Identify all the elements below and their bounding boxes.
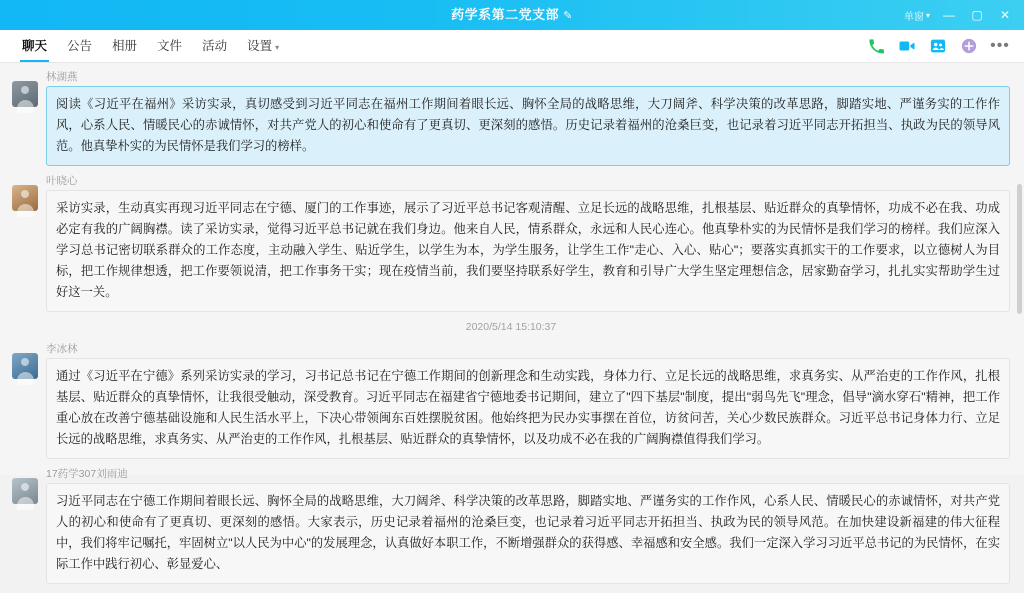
message-timestamp: 2020/5/14 15:10:37 [465,321,557,333]
message-content [46,175,1010,312]
message-bubble[interactable]: 通过《习近平在宁德》系列采访实录的学习，习书记总书记在宁德工作期间的创新理念和生动实践，身体力行、立足长远的战略思维，求真务实、从严治吏的工作作风，扎根基层、贴近群众的真挚情怀，让我很受触动，深受教育。习近平同志在福建省宁德地委书记期间，建立了"四下基层"制度，提出"弱鸟先飞"理念，倡导"滴水穿石"精神，把工作重心放在改善宁德基础设施和人民生活水平上，下决心带领闽东百姓摆脱贫困。他始终把为民办实事摆在首位，访贫问苦，关心少数民族群众。习近平总书记身体力行、立足长远的战略思维，求真务实、从严治吏的工作作风，扎根基层、贴近群众的真挚情怀，以及功成不必在我的广阔胸襟值得我们学习。 [46,358,1010,459]
avatar[interactable] [12,478,38,504]
tab-activities-label: 活动 [202,38,228,53]
avatar[interactable] [12,81,38,107]
tab-chat-label: 聊天 [22,38,48,53]
tab-settings-label: 设置 [247,38,273,53]
add-member-icon[interactable] [959,36,979,56]
tab-chat[interactable] [12,31,57,62]
message-item [12,175,1010,312]
message-sender: 叶晓心 [46,175,78,187]
window-title-text: 药学系第二党支部 [451,6,560,22]
window-controls [900,0,1024,30]
tab-files-label: 文件 [157,38,183,53]
message-item [12,343,1010,459]
tab-activities[interactable] [192,31,237,62]
avatar[interactable] [12,353,38,379]
view-mode-button[interactable] [900,3,934,27]
avatar[interactable] [12,185,38,211]
toolbar-icons [866,36,1012,56]
tab-announcements[interactable] [57,31,102,62]
message-content [46,71,1010,166]
message-list-scrollbar[interactable] [1017,64,1022,354]
close-button[interactable]: ✕ [999,8,1011,22]
message-content [46,343,1010,459]
tab-album[interactable] [102,31,147,62]
message-sender: 17药学307刘雨迪 [46,468,128,480]
message-bubble[interactable]: 采访实录，生动真实再现习近平同志在宁德、厦门的工作事迹，展示了习近平总书记客观清醒、立足长远的战略思维，扎根基层、贴近群众的真挚情怀，功成不必在我、功成必定有我的广阔胸襟。读了采访实录，觉得习近平总书记就在我们身边。他来自人民，情系群众，永远和人民心连心。他真挚朴实的为民情怀是我们学习的榜样。我们应深入学习总书记密切联系群众的工作态度，主动融入学生、贴近学生，以学生为本，为学生服务，让学生工作"走心、入心、贴心"；要落实真抓实干的工作要求，以立德树人为目标，把工作规律想透，把工作要领说清，把工作事务干实；现在疫情当前，我们要坚持联系好学生，教育和引导广大学生坚定理想信念，居家勤奋学习，扎扎实实帮助学生过好这一关。 [46,190,1010,312]
chevron-down-icon: ▾ [275,42,280,52]
group-member-icon[interactable] [928,36,948,56]
scrollbar-thumb[interactable] [1017,184,1022,314]
tab-announcements-label: 公告 [67,38,93,53]
tab-album-label: 相册 [112,38,138,53]
pencil-icon[interactable]: ✎ [563,9,573,22]
tab-settings[interactable] [237,31,289,62]
message-item [12,468,1010,584]
message-sender: 李冰林 [46,343,78,355]
message-content [46,468,1010,584]
message-bubble[interactable]: 阅读《习近平在福州》采访实录，真切感受到习近平同志在福州工作期间着眼长远、胸怀全局的战略思维，大刀阔斧、科学决策的改革思路，脚踏实地、严谨务实的工作作风，心系人民、情暖民心的赤诚情怀，对共产党人的初心和使命有了更真切、更深刻的感悟。历史记录着福州的沧桑巨变，也记录着习近平同志开拓担当、执政为民的领导风范。他真挚朴实的为民情怀是我们学习的榜样。 [46,86,1010,166]
message-bubble[interactable]: 习近平同志在宁德工作期间着眼长远、胸怀全局的战略思维，大刀阔斧、科学决策的改革思路，脚踏实地、严谨务实的工作作风，心系人民、情暖民心的赤诚情怀，对共产党人的初心和使命有了更真切、更深刻的感悟。大家表示，历史记录着福州的沧桑巨变，也记录着习近平同志开拓担当、执政为民的领导风范。在加快建设新福建的伟大征程中，我们将牢记嘱托，牢固树立"以人民为中心"的发展理念，认真做好本职工作，不断增强群众的获得感、幸福感和安全感。我们一定深入学习习近平总书记的为民情怀，在实际工作中践行初心、彰显爱心、 [46,483,1010,584]
tab-files[interactable] [147,31,192,62]
more-options-icon[interactable]: ••• [990,37,1010,54]
minimize-button[interactable]: — [943,8,955,22]
tab-bar [0,30,1024,63]
video-call-icon[interactable] [897,36,917,56]
window-title [0,0,1024,31]
title-bar [0,0,1024,30]
message-item [12,71,1010,166]
message-sender: 林湖燕 [46,71,78,83]
chevron-down-icon: ▾ [925,10,930,20]
view-mode-label: 单窗 [903,11,924,23]
maximize-button[interactable]: ▢ [971,8,983,22]
message-list[interactable] [0,63,1024,593]
voice-call-icon[interactable] [866,36,886,56]
